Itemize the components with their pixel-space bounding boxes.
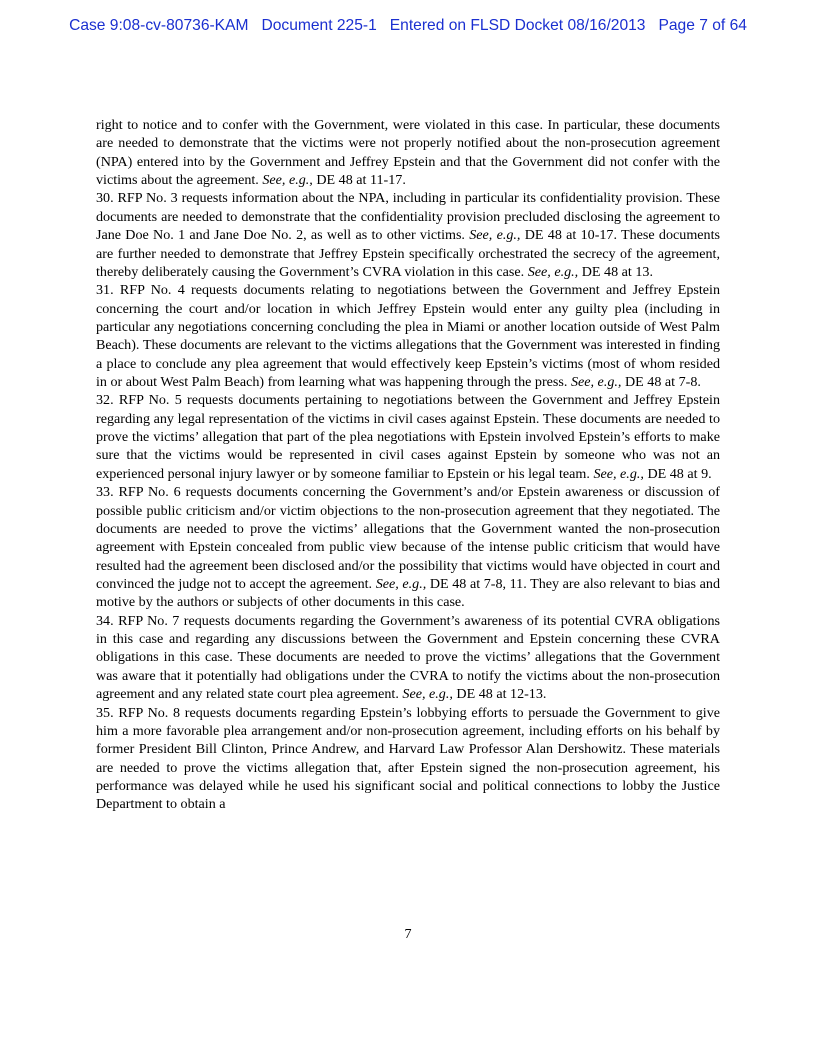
paragraph-text: 32. RFP No. 5 requests documents pertaining to negotiations between the Government and Jeffrey Epstein regarding any legal representation of the victims in civil cases against Epstein. These documents are needed to prove the victims’ allegation that part of the plea negotiations with Epstein involved Epstein’s efforts to make sure that the victims would be represented in civil cases against Epstein by someone who was not an experienced personal injury lawyer or by someone familiar to Epstein or his legal team. bbox=[96, 392, 720, 482]
citation-signal: See, e.g., bbox=[375, 575, 427, 592]
citation-signal: See, e.g., bbox=[262, 172, 313, 189]
citation-signal: See, e.g., bbox=[402, 686, 453, 703]
document-body bbox=[96, 116, 720, 814]
paragraph bbox=[96, 612, 720, 704]
citation-signal: See, e.g., bbox=[469, 227, 521, 244]
paragraph-text: DE 48 at 12-13. bbox=[452, 686, 547, 703]
paragraph-text: right to notice and to confer with the Government, were violated in this case. In particular, these documents are needed to demonstrate that the victims were not properly notified about the non-prosecution agreement (NPA) entered into by the Government and Jeffrey Epstein and that the Government did not confer with the victims about the agreement. bbox=[96, 117, 720, 189]
paragraph-text: DE 48 at 9. bbox=[643, 465, 712, 482]
paragraph-text: 30. RFP No. 3 requests information about the NPA, including in particular its confidentiality provision. These documents are needed to demonstrate that the confidentiality provision precluded disclosing the agreement to Jane Doe No. 1 and Jane Doe No. 2, as well as to other victims. bbox=[96, 190, 720, 244]
page-number: 7 bbox=[404, 926, 412, 942]
paragraph bbox=[96, 116, 720, 189]
paragraph bbox=[96, 281, 720, 391]
paragraph-text: 35. RFP No. 8 requests documents regarding Epstein’s lobbying efforts to persuade the Government to give him a more favorable plea arrangement and/or non-prosecution agreement, including efforts on his behalf by former President Bill Clinton, Prince Andrew, and Harvard Law Professor Alan Dershowitz. These materials are needed to prove the victims allegation that, after Epstein signed the non-prosecution agreement, his performance was delayed while he used his significant social and political connections to lobby the Justice Department to obtain a bbox=[96, 704, 720, 813]
paragraph-text: DE 48 at 10-17. These documents are further needed to demonstrate that Jeffrey Epstein specifically orchestrated the secrecy of the agreement, thereby deliberately causing the Government’s CVRA violation in this case. bbox=[96, 227, 720, 280]
citation-signal: See, e.g., bbox=[527, 263, 579, 280]
paragraph bbox=[96, 483, 720, 612]
paragraph bbox=[96, 189, 720, 281]
paragraph-text: 33. RFP No. 6 requests documents concerning the Government’s and/or Epstein awareness or discussion of possible public criticism and/or victim objections to the non-prosecution agreement that they negotiated. The documents are needed to prove the victims’ allegations that the Government wanted the non-prosecution agreement with Epstein concealed from public view because of the intense public criticism that would have resulted had the agreement been disclosed and/or the possibility that victims would have objected in court and convinced the judge not to accept the agreement. bbox=[96, 484, 720, 592]
paragraph-text: 34. RFP No. 7 requests documents regarding the Government’s awareness of its potential CVRA obligations in this case and regarding any discussions between the Government and Epstein concerning these CVRA obligations in this case. These documents are needed to prove the victims’ allegations that the Government was aware that it potentially had obligations under the CVRA to notify the victims about the non-prosecution agreement and any related state court plea agreement. bbox=[96, 612, 720, 703]
citation-signal: See, e.g., bbox=[593, 465, 644, 482]
paragraph bbox=[96, 391, 720, 483]
citation-signal: See, e.g., bbox=[570, 374, 622, 391]
docket-header: Case 9:08-cv-80736-KAM Document 225-1 Entered on FLSD Docket 08/16/2013 Page 7 of 64 bbox=[69, 17, 747, 34]
paragraph-text: 31. RFP No. 4 requests documents relating to negotiations between the Government and Jeffrey Epstein concerning the court and/or location in which Jeffrey Epstein would enter any guilty plea (including in particular any negotiations concerning concluding the plea in Miami or another location outside of West Palm Beach). These documents are relevant to the victims allegations that the Government was interested in finding a place to conclude any plea agreement that would effectively keep Epstein’s victims (most of whom resided in or about West Palm Beach) from learning what was happening through the press. bbox=[96, 282, 720, 391]
paragraph bbox=[96, 704, 720, 814]
paragraph-text: DE 48 at 7-8, 11. They are also relevant to bias and motive by the authors or subjects of other documents in this case. bbox=[96, 575, 720, 611]
paragraph-text: DE 48 at 7-8. bbox=[621, 374, 701, 391]
paragraph-text: DE 48 at 13. bbox=[578, 263, 653, 280]
paragraph-text: DE 48 at 11-17. bbox=[312, 172, 406, 189]
